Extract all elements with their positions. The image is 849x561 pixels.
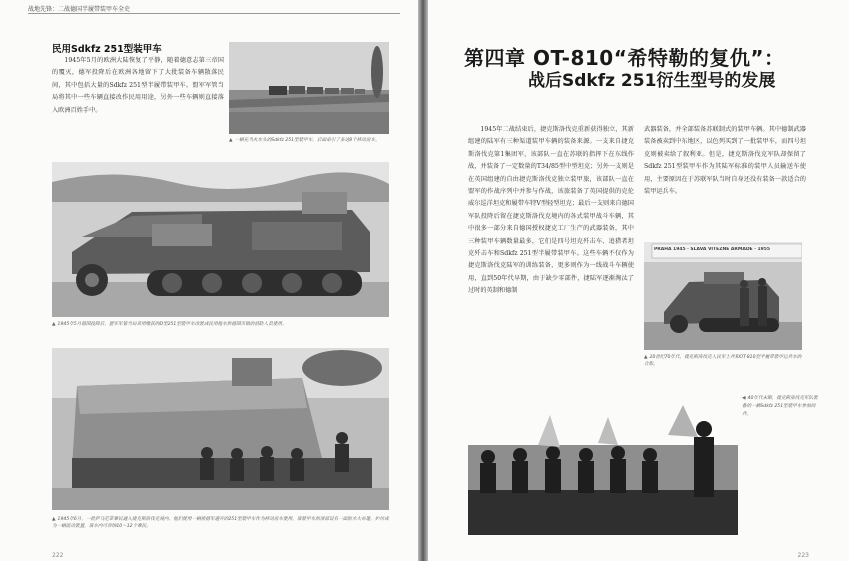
column-2 bbox=[644, 124, 806, 198]
banner-text: PRAHA 1945 · SLÁVA VÍTĚZNÉ ARMÁDĚ · 1955 bbox=[654, 247, 770, 252]
column-1-text: 1945年二战结束后，捷克斯洛伐克重新获得独立，其新组建的陆军有三种渠道装甲车辆的装备来源。一支来自捷克斯洛伐克第1集团军，该部队一直在苏联的指挥下在东线作战，并装备了一定数量的T34/85型中型坦克；另外一支则是在英国组建的自由捷克斯洛伐克独立装甲旅，该部队一直在盟军的作战序列中并参与作战，该旅装备了英国提供的克伦威尔巡洋坦克和履带车特V型轻型坦克；最后一支则来自德国军队投降后留在捷克斯洛伐克境内的各式装甲战斗车辆，其中很多一部分来自德国授权捷克工厂生产的武器装备，其中三种装甲车辆数量最多，它们是四号坦克歼击车、追猎者坦克歼击车和Sdkfz 251型半履带装甲车。这些车辆不仅作为捷克斯洛伐克陆军的训练装备，更多则作为一线战斗车辆使用，直到50年代早期，由于缺少零部件，捷陆军逐渐淘汰了过时的英制和德制 bbox=[468, 126, 634, 295]
column-2-text: 武器装备，并全部装备苏联制式的装甲车辆。其中德制武器装备被卖到中东地区，以色列买到了一批装甲车，而四号坦克则被卖给了叙利亚。但是，捷克斯洛伐克军队却保留了Sdkfz 251型装甲车作为其陆军标准的装甲人员输送车使用，主要原因在于苏联军队当时自身还没有装备一款适合的装甲运兵车。 bbox=[644, 126, 806, 196]
photo-banner-vehicle bbox=[644, 242, 802, 350]
triangle-marker-icon: ▲ bbox=[52, 517, 56, 522]
header-rule bbox=[28, 13, 400, 14]
photo-parade bbox=[468, 395, 738, 535]
right-page bbox=[428, 0, 849, 561]
chapter-title-line-2: 战后Sdkfz 251衍生型号的发展 bbox=[528, 71, 776, 91]
caption-banner: ▲ 20世纪70年代，捷克斯洛伐克人民军士兵和OT-810型半履带装甲运兵车的合影。 bbox=[644, 355, 802, 367]
caption-refugees: ▲ 1945年6月，一批萨马尼亚难民通入捷克斯洛伐克境内，他们使用一辆被德军遗弃的251型装甲车作为移动房车使用。该装甲车的顶部设有一面防水大布篷，护坊成为一辆流动装置。该车内可容纳10～12个难民。 bbox=[52, 517, 389, 529]
book-spine bbox=[418, 0, 428, 561]
left-page bbox=[0, 0, 418, 561]
caption-halftrack: ▲ 1945年5月德国投降后，盟军军管当局采用缴获的D型251型装甲车改装成民用拖车供德国市镇的消防人员使用。 bbox=[52, 322, 287, 327]
triangle-marker-icon: ▲ bbox=[52, 322, 56, 327]
triangle-marker-icon: ▲ bbox=[229, 138, 233, 143]
triangle-marker-icon: ▲ bbox=[644, 355, 648, 360]
column-1 bbox=[468, 124, 634, 298]
section-title: 民用Sdkfz 251型装甲车 bbox=[52, 44, 162, 55]
photo-refugees bbox=[52, 348, 389, 510]
triangle-marker-icon: ◀ bbox=[742, 396, 746, 401]
intro-paragraph-text: 1945年5月的欧洲大陆恢复了平静，随着德意志第三帝国的覆灭，德军投降后在欧洲各地留下了大批装备车辆散落民间，其中包括大量的Sdkfz 251型半履带装甲车。盟军军管当局将其中一些车辆直接改作民用用途，另外一些车辆则直接落入欧洲百姓手中。 bbox=[52, 57, 224, 114]
page-number: 222 bbox=[52, 552, 64, 559]
page-number: 223 bbox=[797, 552, 809, 559]
chapter-title-line-1: 第四章 OT-810“希特勒的复仇”： bbox=[464, 46, 785, 70]
caption-towing: ▲ 一辆充当火车头的Sdkfz 251型装甲车，后面牵引了多达8个移动房车。 bbox=[229, 138, 380, 143]
caption-parade: ◀ 40年代末期，捷克斯洛伐克军队装备的一辆Sdkfz 251型装甲车参加阅兵。 bbox=[742, 396, 818, 417]
running-head: 战地先锋：二战德国半履带装甲车全史 bbox=[28, 6, 131, 13]
photo-halftrack bbox=[52, 162, 389, 317]
intro-paragraph bbox=[52, 55, 224, 117]
photo-towing-vehicle bbox=[229, 42, 389, 134]
